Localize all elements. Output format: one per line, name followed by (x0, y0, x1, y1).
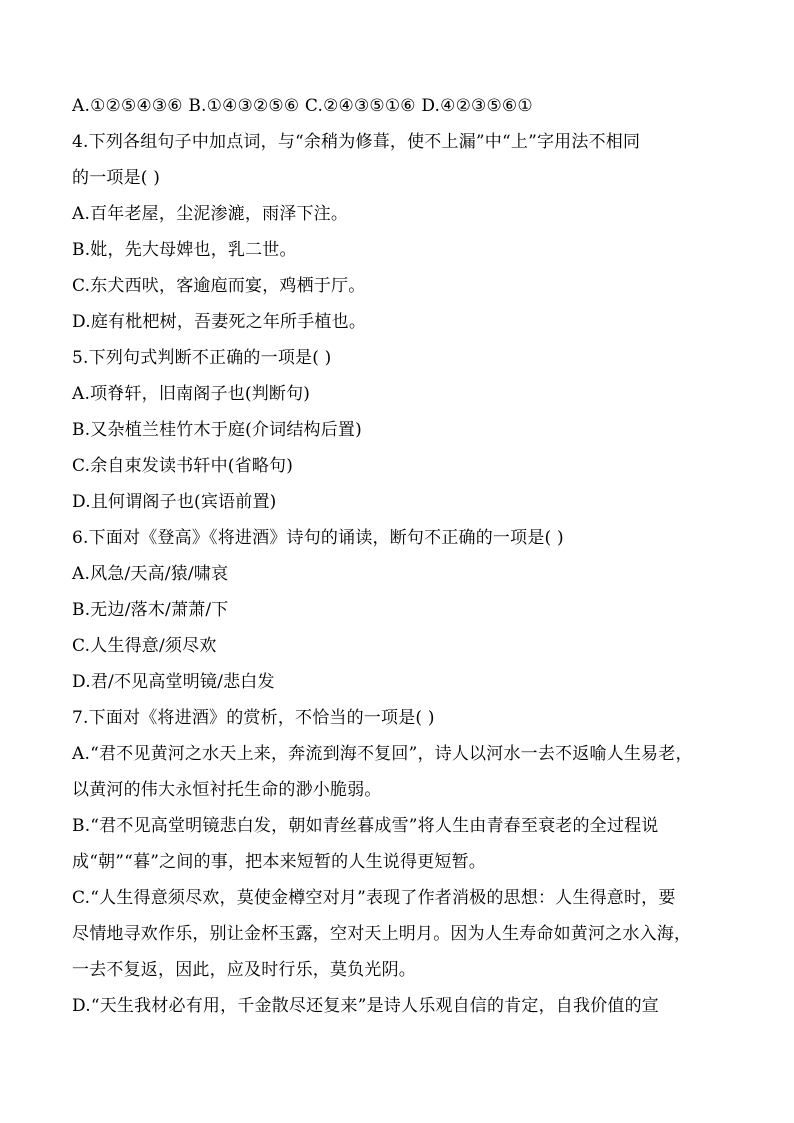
q7-option-c-line-1: C.“人生得意须尽欢，莫使金樽空对月”表现了作者消极的思想：人生得意时，要 (72, 888, 676, 908)
q4-option-a: A.百年老屋，尘泥渗漉，雨泽下注。 (72, 204, 349, 224)
q7-option-d-line-1: D.“天生我材必有用，千金散尽还复来”是诗人乐观自信的肯定，自我价值的宣 (72, 996, 660, 1016)
q5-stem: 5.下列句式判断不正确的一项是( ) (72, 348, 332, 368)
q4-option-b: B.妣，先大母婢也，乳二世。 (72, 240, 297, 260)
q6-option-a: A.风急/天高/猿/啸哀 (72, 564, 229, 584)
q7-option-a-line-2: 以黄河的伟大永恒衬托生命的渺小脆弱。 (72, 780, 382, 800)
q6-stem: 6.下面对《登高》《将进酒》诗句的诵读，断句不正确的一项是( ) (72, 528, 564, 548)
q6-option-d: D.君/不见高堂明镜/悲白发 (72, 672, 275, 692)
q7-option-b-line-2: 成“朝”“暮”之间的事，把本来短暂的人生说得更短暂。 (72, 852, 486, 872)
q5-option-c: C.余自束发读书轩中(省略句) (72, 456, 294, 476)
q7-option-a-line-1: A.“君不见黄河之水天上来，奔流到海不复回”，诗人以河水一去不返喻人生易老， (72, 744, 693, 764)
q7-option-b-line-1: B.“君不见高堂明镜悲白发，朝如青丝暮成雪”将人生由青春至衰老的全过程说 (72, 816, 659, 836)
q4-option-d: D.庭有枇杷树，吾妻死之年所手植也。 (72, 312, 367, 332)
q7-option-c-line-3: 一去不复返，因此，应及时行乐，莫负光阴。 (72, 960, 416, 980)
q5-option-b: B.又杂植兰桂竹木于庭(介词结构后置) (72, 420, 362, 440)
q5-option-a: A.项脊轩，旧南阁子也(判断句) (72, 384, 311, 404)
q3-options: A.①②⑤④③⑥ B.①④③②⑤⑥ C.②④③⑤①⑥ D.④②③⑤⑥① (72, 96, 533, 116)
q4-option-c: C.东犬西吠，客逾庖而宴，鸡栖于厅。 (72, 276, 366, 296)
q4-stem-line-2: 的一项是( ) (72, 168, 161, 188)
q5-option-d: D.且何谓阁子也(宾语前置) (72, 492, 277, 512)
q7-stem: 7.下面对《将进酒》的赏析，不恰当的一项是( ) (72, 708, 435, 728)
q7-option-c-line-2: 尽情地寻欢作乐，别让金杯玉露，空对天上明月。因为人生寿命如黄河之水入海， (72, 924, 692, 944)
q6-option-b: B.无边/落木/萧萧/下 (72, 600, 229, 620)
q6-option-c: C.人生得意/须尽欢 (72, 636, 217, 656)
q4-stem-line-1: 4.下列各组句子中加点词，与“余稍为修葺，使不上漏”中“上”字用法不相同 (72, 132, 641, 152)
document-page (72, 88, 732, 1024)
